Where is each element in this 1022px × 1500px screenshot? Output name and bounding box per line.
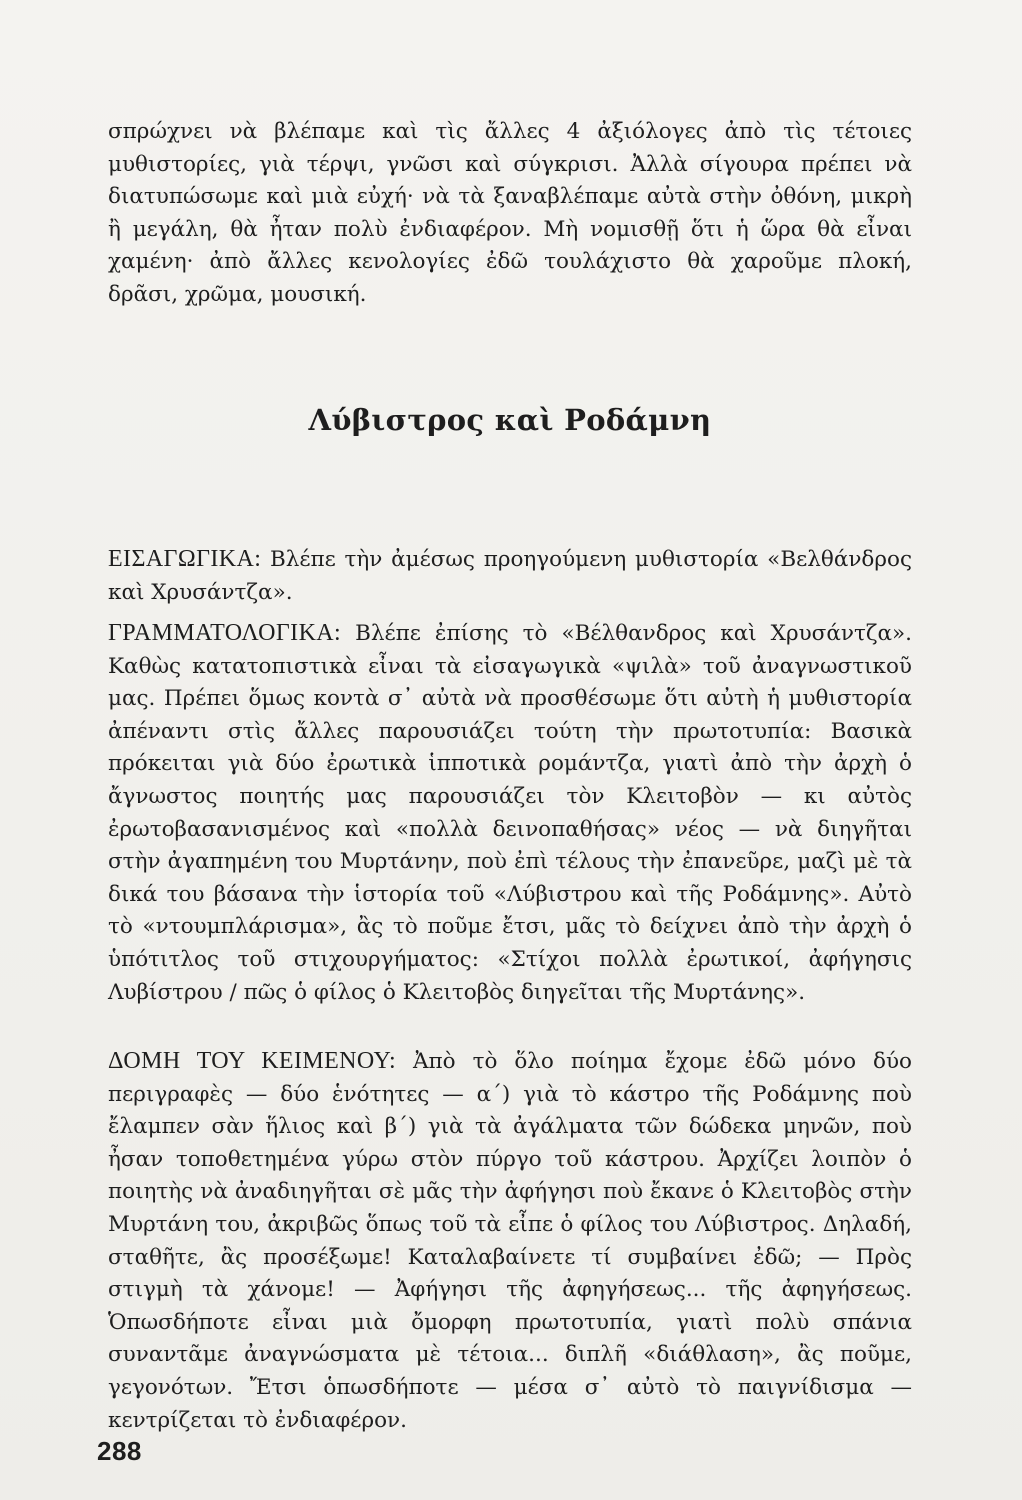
section-label: ΓΡΑΜΜΑΤΟΛΟΓΙΚΑ: <box>108 620 342 646</box>
section-introductory <box>108 543 912 609</box>
section-text: Βλέπε τὴν ἀμέσως προηγούμενη μυθιστορία «Βελθάνδρος καὶ Χρυσάντζα». <box>108 547 912 605</box>
section-text: Βλέπε ἐπίσης τὸ «Βέλθανδρος καὶ Χρυσάντζα». Καθὼς κατατοπιστικὰ εἶναι τὰ εἰσαγωγικὰ «ψιλὰ» τοῦ ἀναγνωστικοῦ μας. Πρέπει ὅμως κοντὰ σ᾽ αὐτὰ νὰ προσθέσωμε ὅτι αὐτὴ ἡ μυθιστορία ἀπέναντι στὶς ἄλλες παρουσιάζει τούτη τὴν πρωτοτυπία: Βασικὰ πρόκειται γιὰ δύο ἐρωτικὰ ἱπποτικὰ ρομάντζα, γιατὶ ἀπὸ τὴν ἀρχὴ ὁ ἄγνωστος ποιητής μας παρουσιάζει τὸν Κλειτοβὸν — κι αὐτὸς ἐρωτοβασανισμένος καὶ «πολλὰ δεινοπαθήσας» νέος — νὰ διηγῆται στὴν ἀγαπημένη του Μυρτάνην, ποὺ ἐπὶ τέλους τὴν ἐπανεῦρε, μαζὶ μὲ τὰ δικά του βάσανα τὴν ἱστορία τοῦ «Λύβιστρου καὶ τῆς Ροδάμνης». Αὐτὸ τὸ «ντουμπλάρισμα», ἂς τὸ ποῦμε ἔτσι, μᾶς τὸ δείχνει ἀπὸ τὴν ἀρχὴ ὁ ὑπότιτλος τοῦ στιχουργήματος: «Στίχοι πολλὰ ἐρωτικοί, ἀφήγησις Λυβίστρου / πῶς ὁ φίλος ὁ Κλειτοβὸς διηγεῖται τῆς Μυρτάνης». <box>108 621 912 1005</box>
section-literary <box>108 617 912 1009</box>
section-text: Ἀπὸ τὸ ὅλο ποίημα ἔχομε ἐδῶ μόνο δύο περιγραφὲς — δύο ἑνότητες — α´) γιὰ τὸ κάστρο τῆς Ροδάμνης ποὺ ἔλαμπεν σὰν ἥλιος καὶ β´) γιὰ τὰ ἀγάλματα τῶν δώδεκα μηνῶν, ποὺ ἦσαν τοποθετημένα γύρω στὸν πύργο τοῦ κάστρου. Ἀρχίζει λοιπὸν ὁ ποιητὴς νὰ ἀναδιηγῆται σὲ μᾶς τὴν ἀφήγησι ποὺ ἔκανε ὁ Κλειτοβὸς στὴν Μυρτάνη του, ἀκριβῶς ὅπως τοῦ τὰ εἶπε ὁ φίλος του Λύβιστρος. Δηλαδή, σταθῆτε, ἂς προσέξωμε! Καταλαβαίνετε τί συμβαίνει ἐδῶ; — Πρὸς στιγμὴ τὰ χάνομε! — Ἀφήγησι τῆς ἀφηγήσεως... τῆς ἀφηγήσεως. Ὁπωσδήποτε εἶναι μιὰ ὄμορφη πρωτοτυπία, γιατὶ πολὺ σπάνια συναντᾶμε ἀναγνώσματα μὲ τέτοια... διπλῆ «διάθλαση», ἂς ποῦμε, γεγονότων. Ἔτσι ὁπωσδήποτε — μέσα σ᾽ αὐτὸ τὸ παιγνίδισμα — κεντρίζεται τὸ ἐνδιαφέρον. <box>108 1049 912 1433</box>
section-label: ΕΙΣΑΓΩΓΙΚΑ: <box>108 546 262 572</box>
section-label: ΔΟΜΗ ΤΟΥ ΚΕΙΜΕΝΟΥ: <box>108 1048 397 1074</box>
intro-paragraph <box>108 116 912 312</box>
page-number: 288 <box>97 1436 142 1466</box>
intro-text: σπρώχνει νὰ βλέπαμε καὶ τὶς ἄλλες 4 ἀξιόλογες ἀπὸ τὶς τέτοιες μυθιστορίες, γιὰ τέρψι, γνῶσι καὶ σύγκρισι. Ἀλλὰ σίγουρα πρέπει νὰ διατυπώσωμε καὶ μιὰ εὐχή· νὰ τὰ ξαναβλέπαμε αὐτὰ στὴν ὀθόνη, μικρὴ ἢ μεγάλη, θὰ ἦταν πολὺ ἐνδιαφέρον. Μὴ νομισθῇ ὅτι ἡ ὥρα θὰ εἶναι χαμένη· ἀπὸ ἄλλες κενολογίες ἐδῶ τουλάχιστο θὰ χαροῦμε πλοκή, δρᾶσι, χρῶμα, μουσική. <box>108 119 912 307</box>
chapter-heading: Λύβιστρος καὶ Ροδάμνη <box>308 403 712 437</box>
section-text-structure <box>108 1045 912 1437</box>
